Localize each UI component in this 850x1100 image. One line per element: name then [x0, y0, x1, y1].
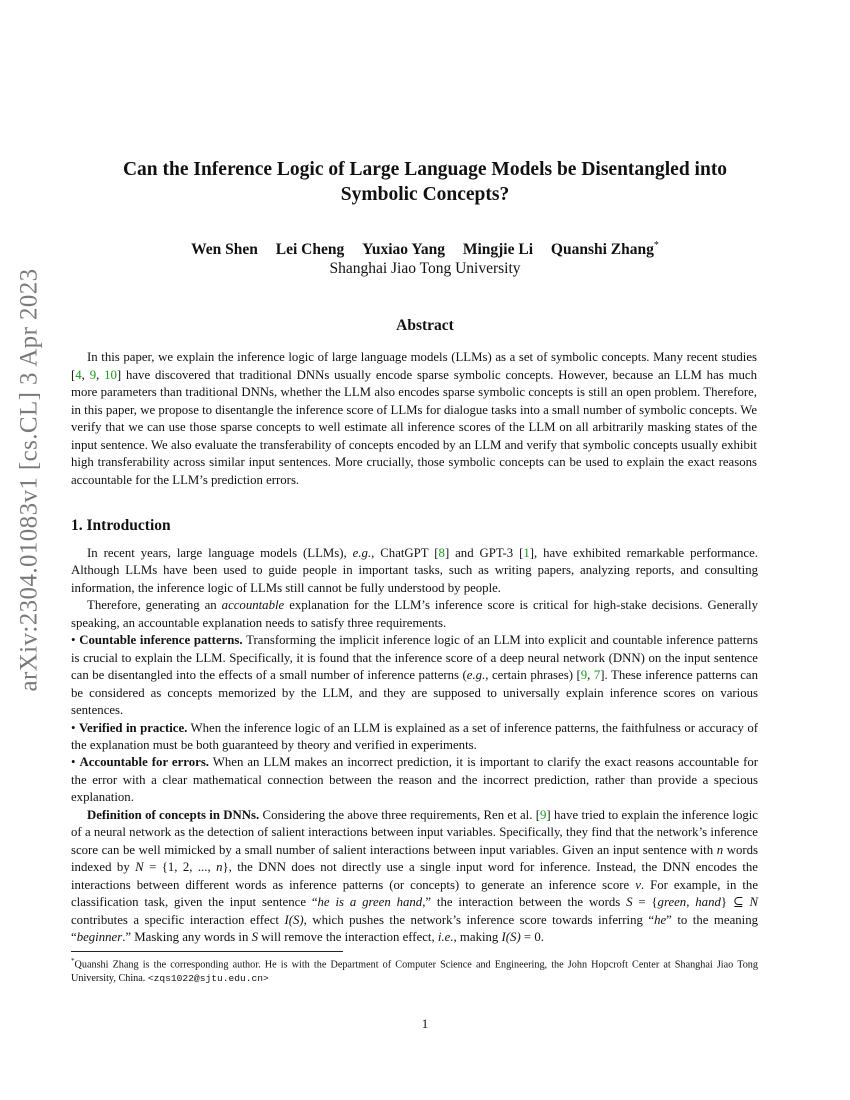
arxiv-identifier-text: arXiv:2304.01083v1 [cs.CL] 3 Apr 2023 — [16, 268, 43, 692]
author-name: Yuxiao Yang — [362, 241, 445, 259]
author-name: Lei Cheng — [275, 241, 345, 259]
bullet-verified-in-practice: • Verified in practice. When the inference logic of an LLM is explained as a set of inference patterns, the faithfulness or accuracy of the explanation must be both guaranteed by theory and verified in experiments. — [71, 720, 758, 752]
page-number: 1 — [421, 1016, 429, 1031]
paragraph: Therefore, generating an accountable explanation for the LLM’s inference score is critical for high-stake decisions. Generally speaking, an accountable explanation needs to satisfy three requirements. — [71, 598, 758, 630]
citation-link[interactable]: 4 — [75, 367, 82, 382]
bullet-icon: • — [71, 720, 76, 735]
paragraph-definition-of-concepts: Definition of concepts in DNNs. Considering the above three requirements, Ren et al. [9] have tried to explain the inference logic of a neural network as the detection of salient interactions between input variables. Specifically, they find that the network’s inference score can be well mimicked by a small number of salient interactions between input variables. Given an input sentence with n words indexed by N = {1, 2, ..., n}, the DNN does not directly use a single input word for inference. Instead, the DNN encodes the interactions between different words as inference patterns (or concepts) to generate an inference score v. For example, in the classification task, given the input sentence “he is a green hand,” the interaction between the words S = {green, hand} ⊆ N contributes a specific interaction effect I(S), which pushes the network’s inference score towards inferring “he” to the meaning “beginner.” Masking any words in S will remove the interaction effect, i.e., making I(S) = 0. — [71, 807, 759, 944]
author-email[interactable]: <zqs1022@sjtu.edu.cn> — [147, 972, 269, 984]
footnote-mark: * — [71, 957, 75, 965]
author-name: Wen Shen — [191, 241, 258, 259]
citation-link[interactable]: 8 — [438, 546, 445, 560]
bullet-countable-inference-patterns: • Countable inference patterns. Transforming the implicit inference logic of an LLM into explicit and countable inference patterns is crucial to explain the LLM. Specifically, it is found that the inference score of a deep neural network (DNN) on the input sentence can be disentangled into the effects of a small number of inference patterns (e.g., certain phrases) [9, 7]. These inference patterns can be considered as concepts memorized by the LLM, and they are supposed to universally explain inference scores on various sentences. — [71, 633, 759, 718]
author-list — [90, 236, 760, 260]
abstract-heading: Abstract — [396, 317, 454, 334]
paper-title: Can the Inference Logic of Large Language Models be Disentangled into Symbolic Concepts? — [122, 159, 728, 205]
corresponding-author-mark: * — [653, 240, 659, 251]
section-heading-introduction: 1. Introduction — [71, 517, 171, 534]
bullet-icon: • — [71, 755, 76, 770]
bullet-accountable-for-errors: • Accountable for errors. When an LLM makes an incorrect prediction, it is important to clarify the exact reasons accountable for the error with a clear mathematical connection between the reason and the incorrect prediction, rather than provide a specious explanation. — [71, 755, 758, 805]
citation-link[interactable]: 7 — [593, 668, 601, 683]
author-name: Mingjie Li — [462, 241, 534, 259]
footnote: *Quanshi Zhang is the corresponding author. He is with the Department of Computer Science and Engineering, the John Hopcroft Center at Shanghai Jiao Tong University, China. <zqs1022@sjtu.edu.cn> — [71, 957, 758, 984]
citation-link[interactable]: 9 — [540, 807, 547, 822]
citation-link[interactable]: 9 — [89, 367, 97, 382]
introduction-body — [71, 545, 758, 946]
footnote-divider — [71, 951, 343, 952]
paragraph: In recent years, large language models (LLMs), e.g., ChatGPT [8] and GPT-3 [1], have exhibited remarkable performance. Although LLMs have been used to guide people in important tasks, such as writing papers, analyzing reports, and consulting information, the inference logic of LLMs still cannot be fully understood by people. — [71, 546, 758, 595]
author-name-corresponding: Quanshi Zhang* — [550, 240, 659, 259]
bullet-icon: • — [71, 633, 76, 648]
affiliation: Shanghai Jiao Tong University — [329, 260, 521, 277]
citation-link[interactable]: 10 — [104, 367, 117, 382]
citation-link[interactable]: 1 — [523, 546, 530, 560]
abstract-text: In this paper, we explain the inference logic of large language models (LLMs) as a set of symbolic concepts. Many recent studies [4, 9, 10] have discovered that traditional DNNs usually encode sparse symbolic concepts. However, because an LLM has much more parameters than traditional DNNs, whether the LLM also encodes sparse symbolic concepts is still an open problem. Therefore, in this paper, we propose to disentangle the inference score of LLMs for dialogue tasks into a small number of symbolic concepts. We verify that we can use those sparse concepts to well estimate all inference scores of the LLM on all arbitrarily masking states of the input sentence. We also evaluate the transferability of concepts encoded by an LLM and verify that symbolic concepts usually exhibit high transferability across similar input sentences. More crucially, those symbolic concepts can be used to explain the exact reasons accountable for the LLM’s prediction errors. — [71, 350, 757, 487]
citation-link[interactable]: 9 — [580, 668, 588, 683]
arxiv-identifier-stamp — [14, 268, 46, 692]
